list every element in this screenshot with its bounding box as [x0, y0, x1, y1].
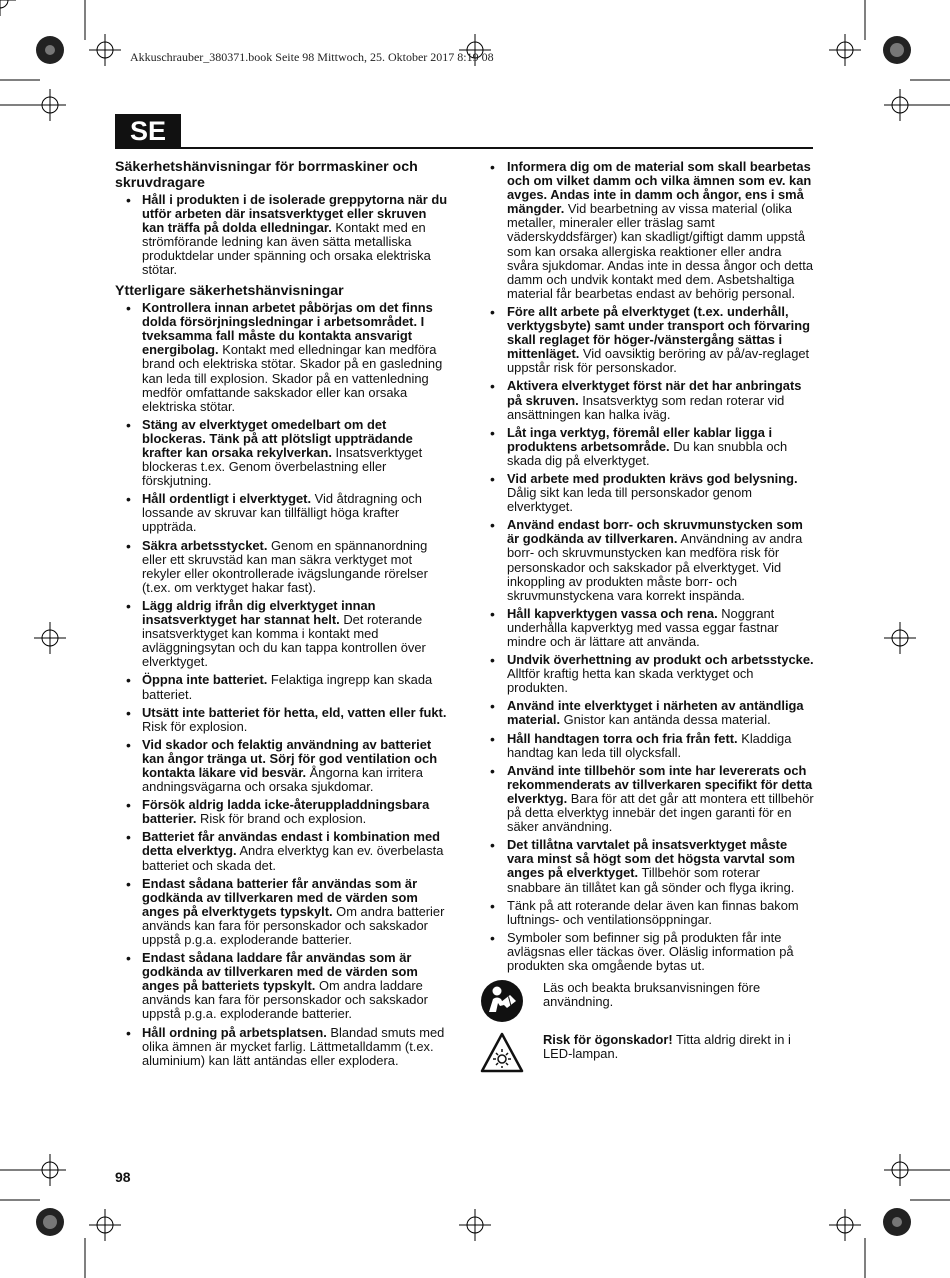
list-item: • Aktivera elverktyget först när det har anbringats på skruven. Insatsverktyg som redan roterar vid ansättningen kan halka iväg.: [490, 379, 815, 421]
list-item: • Utsätt inte batteriet för hetta, eld, vatten eller fukt. Risk för explosion.: [115, 706, 450, 734]
symbol-read-manual: [490, 979, 815, 1025]
list-item: • Vid arbete med produkten krävs god belysning. Dålig sikt kan leda till personskador genom elverktyget.: [490, 472, 815, 514]
symbol-read-manual-text: Läs och beakta bruksanvisningen före användning.: [543, 980, 761, 1010]
list-item: • Försök aldrig ladda icke-återuppladdningsbara batterier. Risk för brand och explosion.: [115, 798, 450, 826]
list-item: • Kontrollera innan arbetet påbörjas om det finns dolda försörjningsledningar i arbetsområdet. I tveksamma fall måste du kontakta ansvarigt energibolag. Kontakt med elledningar kan medföra brand och elektriska stötar. Skador på en gasledning kan leda till explosion. Skador på en vattenledning medför omfattande sakskador eller kan orsaka elektriska stötar.: [115, 301, 450, 414]
list-item: • Håll i produkten i de isolerade greppytorna när du utför arbeten där insatsverktyget eller skruven kan träffa på dolda elledningar. Kontakt med en strömförande ledning kan även sätta metalliska produktdelar under spänning och orsaka elektriska stötar.: [115, 193, 450, 278]
drill-safety-list: [115, 193, 450, 278]
language-badge: SE: [115, 114, 181, 149]
list-item: • Låt inga verktyg, föremål eller kablar ligga i produktens arbetsområde. Du kan snubbla och skada dig på elverktyget.: [490, 426, 815, 468]
list-item: • Använd inte elverktyget i närheten av antändliga material. Gnistor kan antända dessa material.: [490, 699, 815, 727]
list-item: • Tänk på att roterande delar även kan finnas bakom luftnings- och ventilationsöppningar.: [490, 899, 815, 927]
read-manual-icon: [480, 979, 524, 1023]
right-safety-list: [490, 160, 815, 973]
list-item: • Undvik överhettning av produkt och arbetsstycke. Alltför kraftig hetta kan skada verktyget och produkten.: [490, 653, 815, 695]
list-item: • Informera dig om de material som skall bearbetas och om vilket damm och vilka ämnen som ev. kan avges. Andas inte in damm och ångor, ens i små mängder. Vid bearbetning av vissa material (olika metaller, mineraler eller träslag samt väderskyddsfärger) kan skadligt/giftigt damm uppstå som kan orsaka allergiska reaktioner eller andra svåra sjukdomar. Andas inte in dessa ångor och detta damm och undvik kontakt med dem. Asbetshaltiga material får bearbetas endast av behörig personal.: [490, 160, 815, 301]
list-item: • Säkra arbetsstycket. Genom en spännanordning eller ett skruvstäd kan man säkra verktyget mot rekyler eller okontrollerade ivägslungande rörelser (t.ex. om verktyget hakar fast).: [115, 539, 450, 595]
list-item: • Symboler som befinner sig på produkten får inte avlägsnas eller täckas över. Oläslig information på produkten ska omgående bytas ut.: [490, 931, 815, 973]
symbol-eye-warning: [490, 1031, 815, 1077]
eye-damage-warning-icon: [480, 1031, 524, 1075]
list-item: • Lägg aldrig ifrån dig elverktyget innan insatsverktyget har stannat helt. Det roterande insatsverktyget kan komma i kontakt med avläggningsytan och du kan tappa kontrollen över elverktyget.: [115, 599, 450, 669]
left-column: [115, 160, 450, 1072]
list-item: • Håll ordning på arbetsplatsen. Blandad smuts med olika ämnen är mycket farlig. Lättmetalldamm (t.ex. aluminium) kan lätt antändas eller explodera.: [115, 1026, 450, 1068]
list-item: • Endast sådana laddare får användas som är godkända av tillverkaren med de värden som anges på batteriets typskylt. Om andra laddare används kan fara för personskador och sakskador uppstå p.g.a. exploderande batterier.: [115, 951, 450, 1021]
list-item: • Endast sådana batterier får användas som är godkända av tillverkaren med de värden som anges på elverktygets typskylt. Om andra batterier används kan fara för personskador och sakskador uppstå p.g.a. exploderande batterier.: [115, 877, 450, 947]
page-number: 98: [115, 1169, 131, 1185]
list-item: • Öppna inte batteriet. Felaktiga ingrepp kan skada batteriet.: [115, 673, 450, 701]
section-title-drills: Säkerhetshänvisningar för borrmaskiner och skruvdragare: [115, 159, 418, 191]
list-item: • Det tillåtna varvtalet på insatsverktyget måste vara minst så högt som det högsta varvtal som anges på elverktyget. Tillbehör som roterar snabbare än tillåtet kan gå sönder och flyga ikring.: [490, 838, 815, 894]
list-item: • Håll ordentligt i elverktyget. Vid åtdragning och lossande av skruvar kan tillfälligt höga krafter uppträda.: [115, 492, 450, 534]
section-title-additional: Ytterligare säkerhetshänvisningar: [115, 282, 344, 299]
header-rule: [181, 147, 813, 149]
list-item: • Stäng av elverktyget omedelbart om det blockeras. Tänk på att plötsligt uppträdande krafter kan orsaka rekylverkan. Insatsverktyget blockeras t.ex. Genom överbelastning eller förskjutning.: [115, 418, 450, 488]
list-item: • Vid skador och felaktig användning av batteriet kan ångor tränga ut. Sörj för god ventilation och kontakta läkare vid besvär. Ångorna kan irritera andningsvägarna och orsaka sjukdomar.: [115, 738, 450, 794]
additional-safety-list: [115, 301, 450, 1068]
symbol-eye-warning-text: Risk för ögonskador! Titta aldrig direkt in i LED-lampan.: [543, 1032, 791, 1062]
print-file-header: Akkuschrauber_380371.book Seite 98 Mittwoch, 25. Oktober 2017 8:19 08: [130, 50, 494, 64]
list-item: • Använd inte tillbehör som inte har levererats och rekommenderats av tillverkaren specifikt för detta elverktyg. Bara för att det går att montera ett tillbehör på detta elverktyg innebär det ingen garanti för en säker användning.: [490, 764, 815, 834]
list-item: • Batteriet får användas endast i kombination med detta elverktyg. Andra elverktyg kan ev. överbelasta batteriet och skada det.: [115, 830, 450, 872]
list-item: • Håll handtagen torra och fria från fett. Kladdiga handtag kan leda till olycksfall.: [490, 732, 815, 760]
list-item: • Före allt arbete på elverktyget (t.ex. underhåll, verktygsbyte) samt under transport och förvaring skall reglaget för höger-/vänstergång sättas i mittenläget. Vid oavsiktig beröring av på/av-reglaget uppstår risk för personskador.: [490, 305, 815, 375]
list-item: • Håll kapverktygen vassa och rena. Noggrant underhålla kapverktyg med vassa eggar fastnar mindre och är lättare att använda.: [490, 607, 815, 649]
list-item: • Använd endast borr- och skruvmunstycken som är godkända av tillverkaren. Användning av andra borr- och skruvmunstycken kan medföra risk för personskador och sakskador på elverktyget. Vid inkoppling av produkten måste borr- och skruvmunstyckena vara korrekt inspända.: [490, 518, 815, 603]
right-column: [490, 160, 815, 1077]
